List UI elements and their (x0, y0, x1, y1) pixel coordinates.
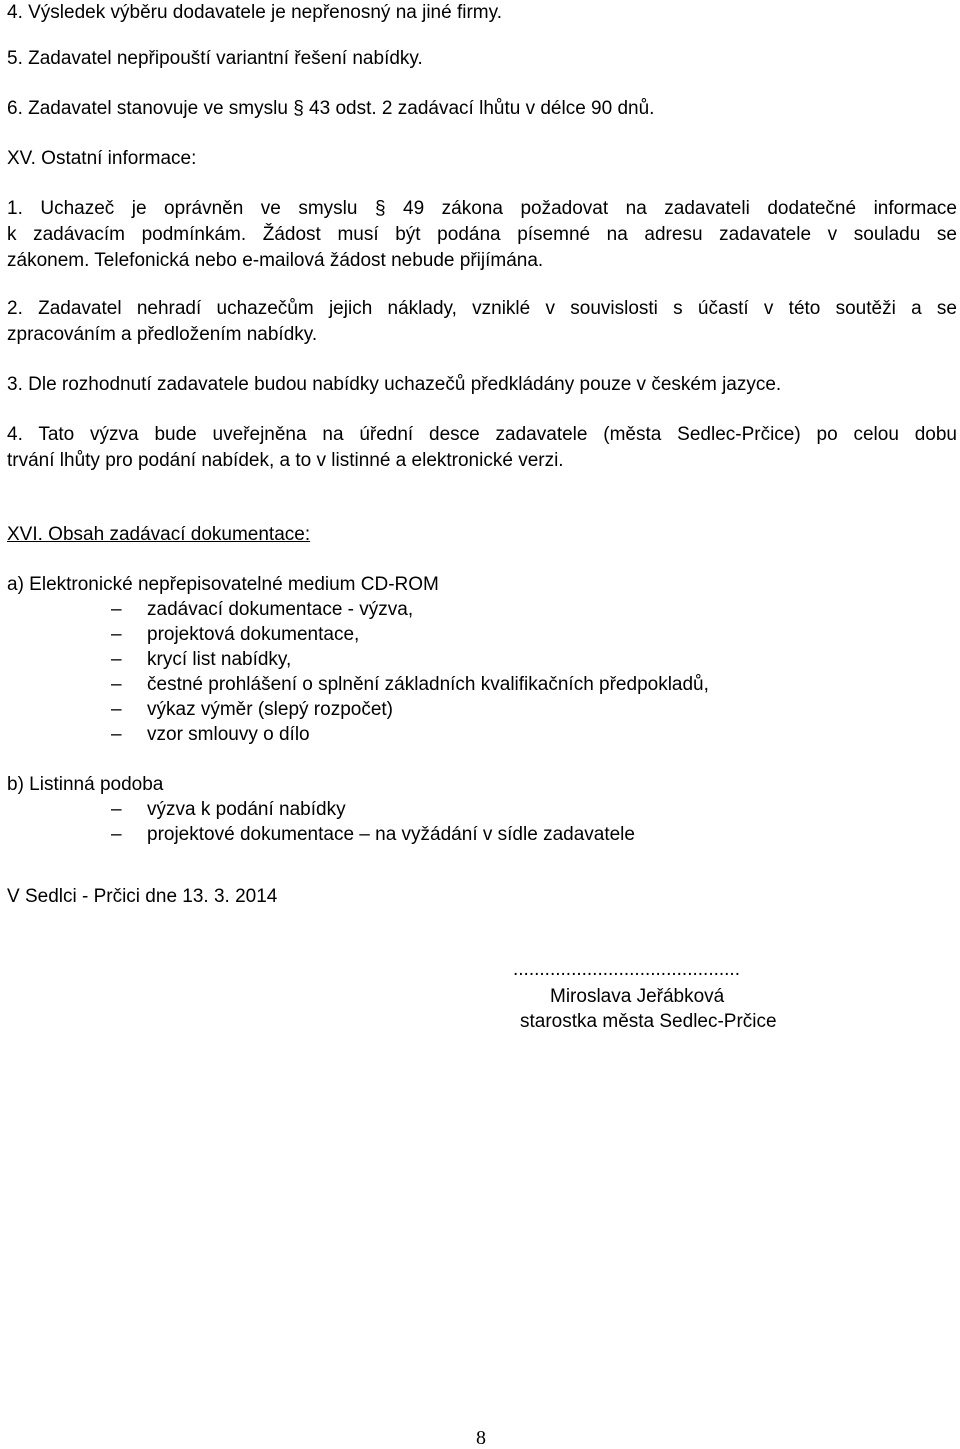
paper-form-title: b) Listinná podoba (7, 774, 164, 795)
page-number: 8 (476, 1427, 486, 1449)
bullet-dash: – (111, 599, 122, 620)
bullet-dash: – (111, 824, 122, 845)
bullet-dash: – (111, 649, 122, 670)
list-item-6: 6. Zadavatel stanovuje ve smyslu § 43 odst. 2 zadávací lhůtu v délce 90 dnů. (7, 98, 655, 119)
bullet-dash: – (111, 724, 122, 745)
section-xv-paragraph-2 (7, 296, 957, 348)
signatory-name: Miroslava Jeřábková (550, 986, 725, 1007)
content-list-item: projektové dokumentace – na vyžádání v sídle zadavatele (147, 824, 635, 845)
paragraph-line: 4. Tato výzva bude uveřejněna na úřední desce zadavatele (města Sedlec-Prčice) po celou dobu (7, 424, 957, 445)
paragraph-line: 2. Zadavatel nehradí uchazečům jejich náklady, vzniklé v souvislosti s účastí v této soutěži a se (7, 298, 957, 319)
bullet-dash: – (111, 674, 122, 695)
content-list-item: čestné prohlášení o splnění základních kvalifikačních předpokladů, (147, 674, 709, 695)
section-xvi-heading: XVI. Obsah zadávací dokumentace: (7, 524, 311, 545)
section-xv-paragraph-4 (7, 422, 957, 474)
paragraph-line: 1. Uchazeč je oprávněn ve smyslu § 49 zákona požadovat na zadavateli dodatečné informace (7, 198, 957, 219)
bullet-dash: – (111, 624, 122, 645)
section-xv-heading: XV. Ostatní informace: (7, 148, 197, 169)
signature-line: ........................................... (513, 959, 740, 980)
content-list-item: vzor smlouvy o dílo (147, 724, 310, 745)
content-list-item: výzva k podání nabídky (147, 799, 346, 820)
paragraph-line: zákonem. Telefonická nebo e-mailová žádost nebude přijímána. (7, 250, 544, 271)
content-list-item: výkaz výměr (slepý rozpočet) (147, 699, 394, 720)
paragraph-line: zpracováním a předložením nabídky. (7, 324, 318, 345)
place-date: V Sedlci - Prčici dne 13. 3. 2014 (7, 886, 278, 907)
content-list-item: zadávací dokumentace - výzva, (147, 599, 414, 620)
section-xv-paragraph-3: 3. Dle rozhodnutí zadavatele budou nabídky uchazečů předkládány pouze v českém jazyce. (7, 374, 782, 395)
bullet-dash: – (111, 699, 122, 720)
paragraph-line: k zadávacím podmínkám. Žádost musí být podána písemné na adresu zadavatele v souladu se (7, 224, 957, 245)
list-item-5: 5. Zadavatel nepřipouští variantní řešení nabídky. (7, 48, 423, 69)
paragraph-line: trvání lhůty pro podání nabídek, a to v listinné a elektronické verzi. (7, 450, 564, 471)
bullet-dash: – (111, 799, 122, 820)
list-item-4: 4. Výsledek výběru dodavatele je nepřenosný na jiné firmy. (7, 2, 502, 23)
section-xv-paragraph-1 (7, 196, 957, 274)
content-list-item: krycí list nabídky, (147, 649, 292, 670)
signatory-title: starostka města Sedlec-Prčice (520, 1011, 777, 1032)
content-list-item: projektová dokumentace, (147, 624, 360, 645)
electronic-medium-title: a) Elektronické nepřepisovatelné medium CD-ROM (7, 574, 439, 595)
